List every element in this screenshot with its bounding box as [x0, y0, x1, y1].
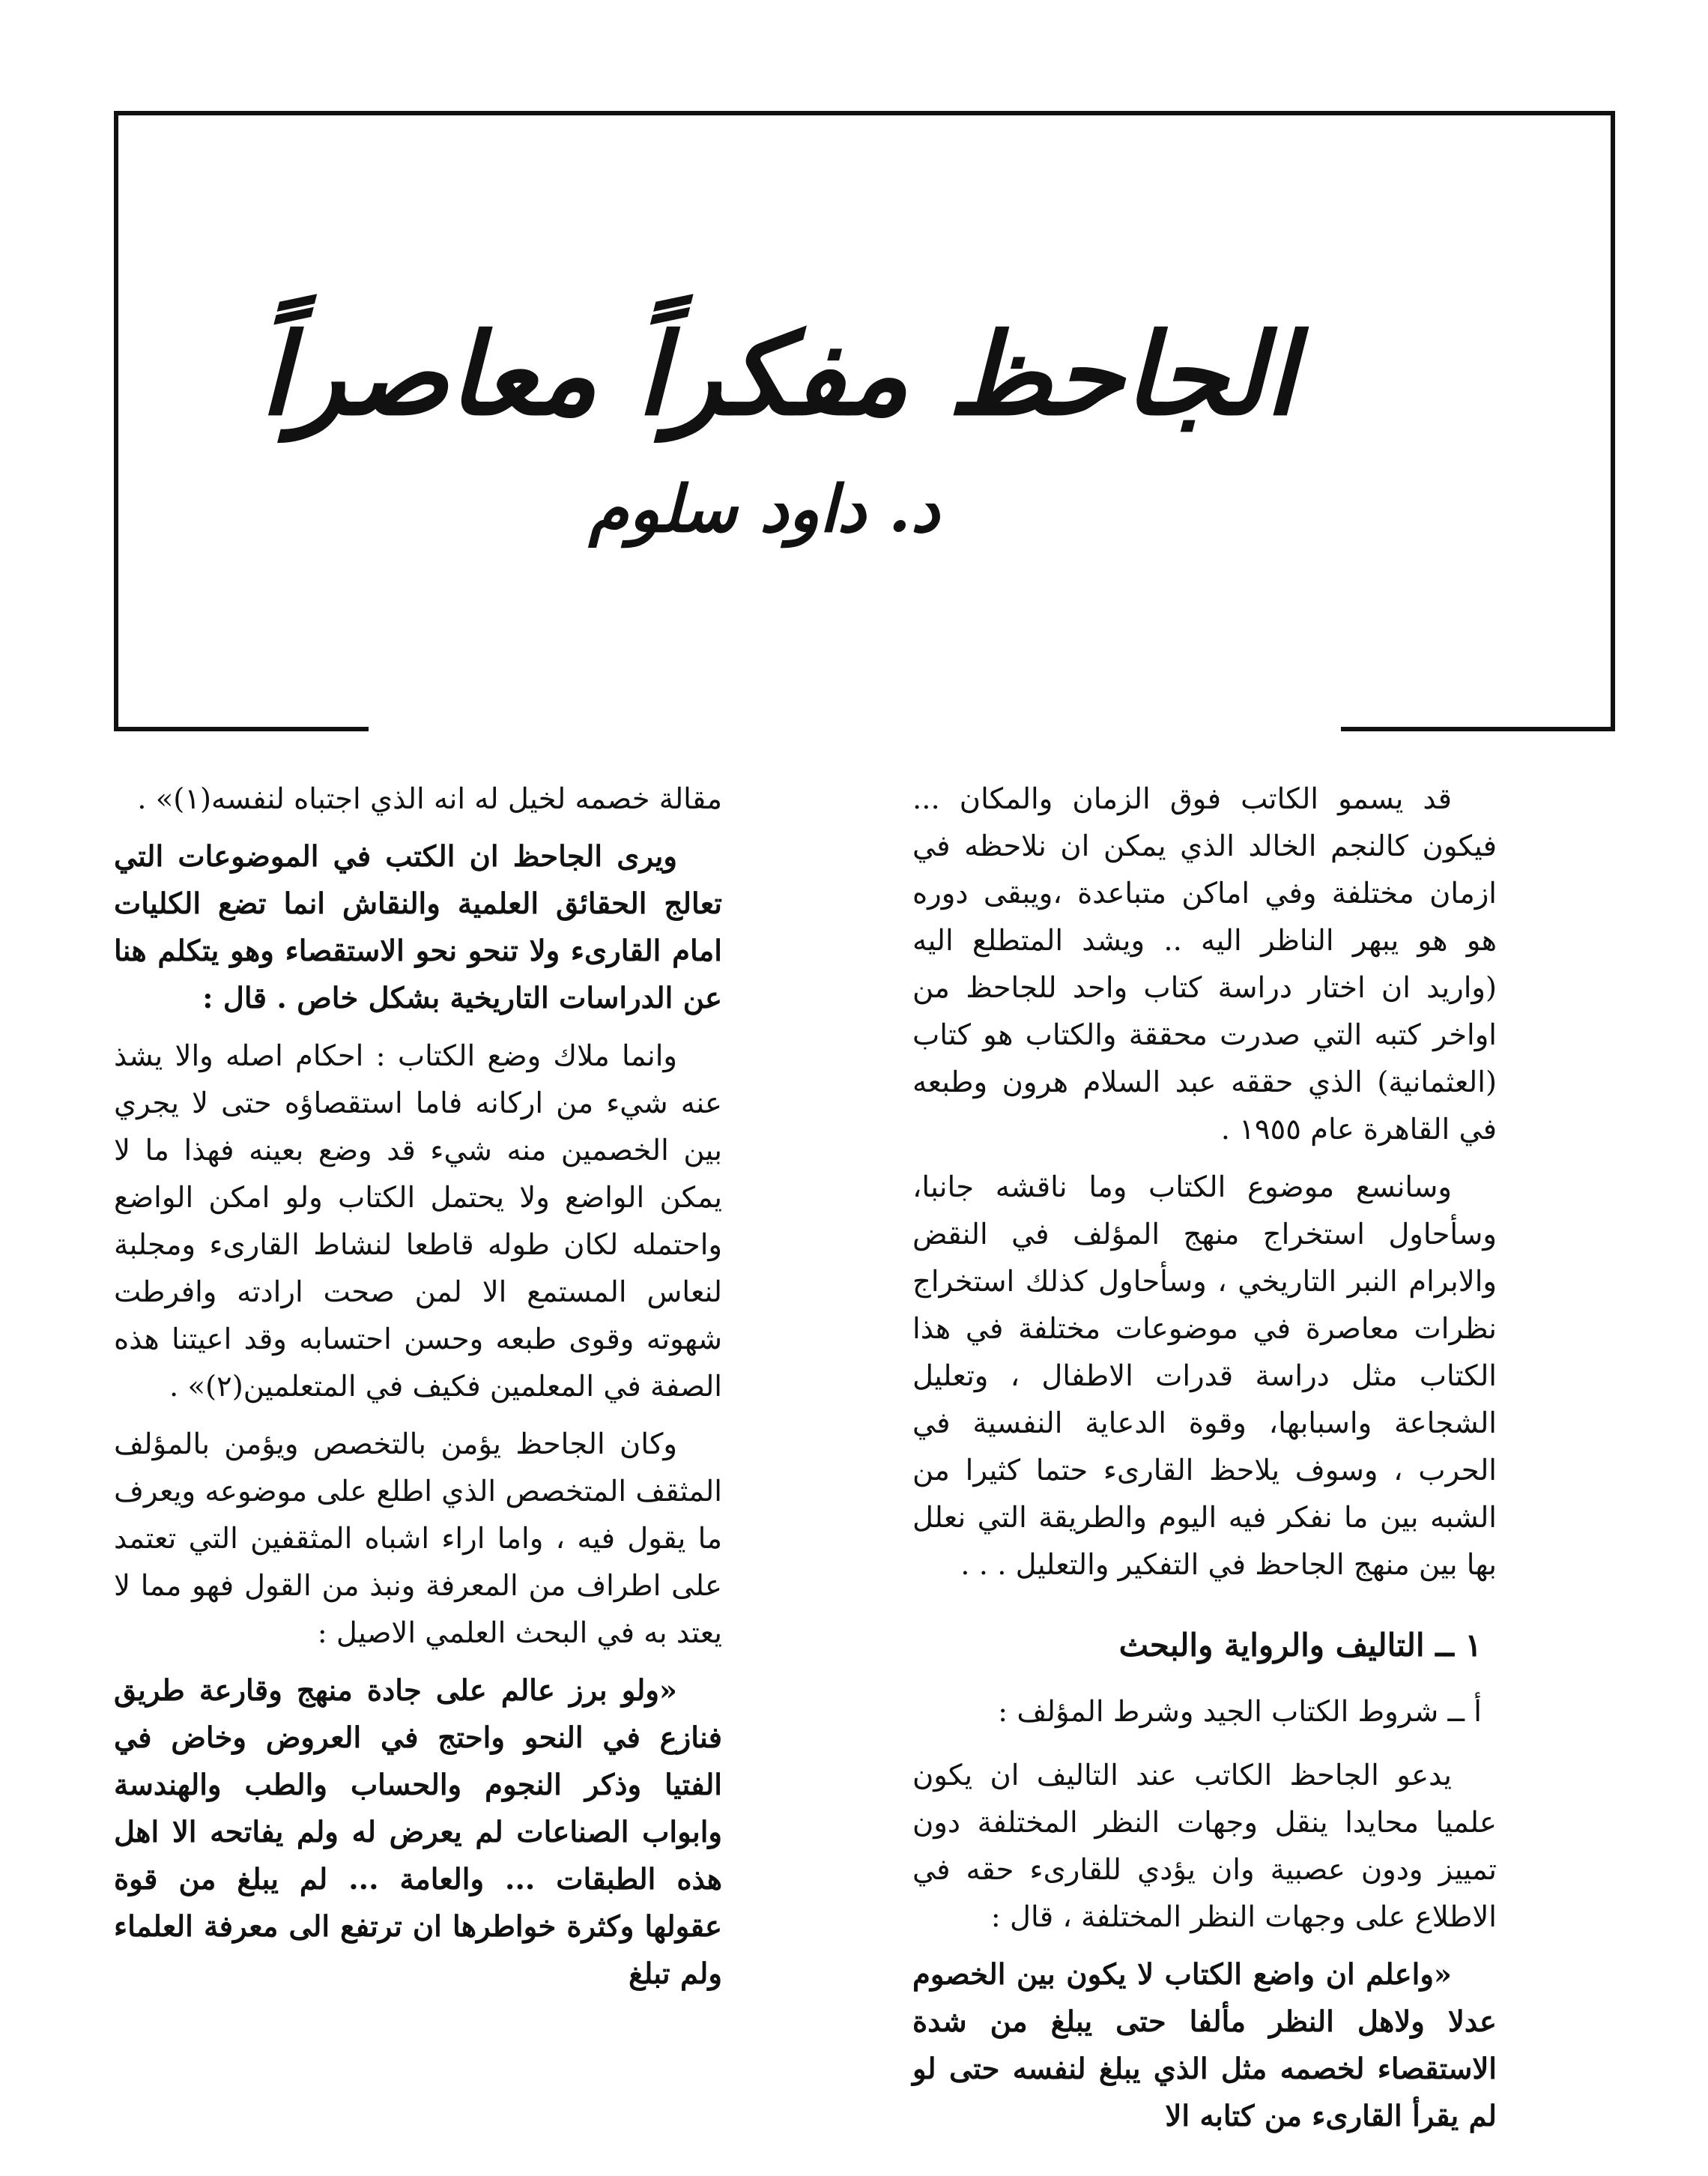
sub-heading: أ ــ شروط الكتاب الجيد وشرط المؤلف :	[998, 1695, 1482, 1729]
left-column	[114, 776, 722, 2008]
left-paragraph-2: ويرى الجاحظ ان الكتب في الموضوعات التي تعالج الحقائق العلمية والنقاش انما تضع الكليات امام القارىء ولا تنحو نحو الاستقصاء وهو يتكلم هنا عن الدراسات التاريخية بشكل خاص . قال :	[114, 840, 722, 1015]
right-quote: «واعلم ان واضع الكتاب لا يكون بين الخصوم عدلا ولاهل النظر مألفا حتى يبلغ من شدة الاستقصاء لخصمه مثل الذي يبلغ لنفسه حتى لو لم يقرأ القارىء من كتابه الا	[912, 1958, 1497, 2133]
frame-bottom-left-rule	[114, 727, 369, 731]
left-paragraph-4: وكان الجاحظ يؤمن بالتخصص ويؤمن بالمؤلف المثقف المتخصص الذي اطلع على موضوعه ويعرف ما يقول فيه ، واما اراء اشباه المثقفين التي تعتمد على اطراف من المعرفة ونبذ من القول فهو مما لا يعتد به في البحث العلمي الاصيل :	[114, 1427, 722, 1650]
right-paragraph-2: وسانسع موضوع الكتاب وما ناقشه جانبا، وسأحاول استخراج منهج المؤلف في النقض والابرام النبر التاريخي ، وسأحاول كذلك استخراج نظرات معاصرة في موضوعات مختلفة في هذا الكتاب مثل دراسة قدرات الاطفال ، وتعليل الشجاعة واسبابها، وقوة الدعاية النفسية في الحرب ، وسوف يلاحظ القارىء حتما كثيرا من الشبه بين ما نفكر فيه اليوم والطريقة التي نعلل بها بين منهج الجاحظ في التفكير والتعليل . . .	[912, 1170, 1497, 1582]
left-quote-1: وانما ملاك وضع الكتاب : احكام اصله والا يشذ عنه شيء من اركانه فاما استقصاؤه حتى لا يجري بين الخصمين منه شيء قد وضع بعينه فهذا ما لا يمكن الواضع ولا يحتمل الكتاب ولو امكن الواضع واحتمله لكان طوله قاطعا لنشاط القارىء ومجلبة لنعاس المستمع الا لمن صحت ارادته وافرطت شهوته وقوى طبعه وحسن احتسابه وقد اعيتنا هذه الصفة في المعلمين فكيف في المتعلمين(٢)» .	[114, 1039, 722, 1403]
right-column	[912, 776, 1497, 2151]
left-quote-2: «ولو برز عالم على جادة منهج وقارعة طريق فنازع في النحو واحتج في العروض وخاض في الفتيا وذكر النجوم والحساب والطب والهندسة وابواب الصناعات لم يعرض له ولم يفاتحه الا اهل هذه الطبقات ... والعامة ... لم يبلغ من قوة عقولها وكثرة خواطرها ان ترتفع الى معرفة العلماء ولم تبلغ	[114, 1674, 722, 1991]
frame-bottom-right-rule	[1341, 727, 1615, 731]
left-paragraph-1: مقالة خصمه لخيل له انه الذي اجتباه لنفسه(١)» .	[137, 782, 722, 816]
right-paragraph-1: قد يسمو الكاتب فوق الزمان والمكان ... فيكون كالنجم الخالد الذي يمكن ان نلاحظه في ازمان مختلفة وفي اماكن متباعدة ،ويبقى دوره هو هو يبهر الناظر اليه .. ويشد المتطلع اليه (واريد ان اختار دراسة كتاب واحد للجاحظ من اواخر كتبه التي صدرت محققة والكتاب هو كتاب (العثمانية) الذي حققه عبد السلام هرون وطبعه في القاهرة عام ١٩٥٥ .	[912, 782, 1497, 1146]
article-title: الجاحظ مفكراً معاصراً	[259, 309, 1296, 441]
right-paragraph-3: يدعو الجاحظ الكاتب عند التاليف ان يكون علميا محايدا ينقل وجهات النظر المختلفة دون تمييز ودون عصبية وان يؤدي للقارىء حقه في الاطلاع على وجهات النظر المختلفة ، قال :	[912, 1759, 1497, 1934]
section-heading: ١ ــ التاليف والرواية والبحث	[1118, 1627, 1482, 1663]
author-name: د. داود سلوم	[588, 471, 940, 547]
